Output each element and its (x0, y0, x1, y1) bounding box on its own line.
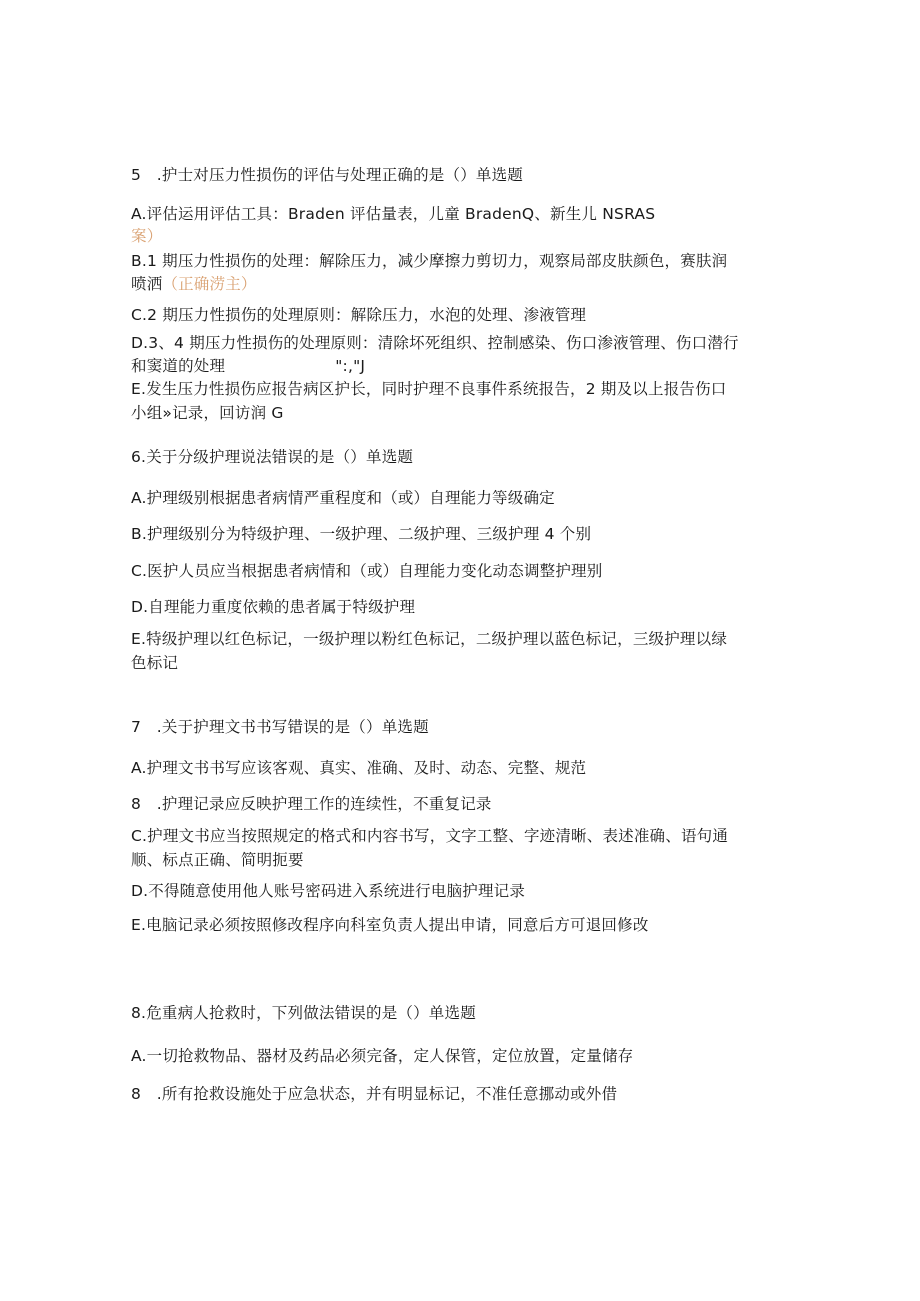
question-6-option-b: B.护理级别分为特级护理、一级护理、二级护理、三级护理 4 个别 (131, 525, 592, 543)
question-5-option-b-text: 喷洒 (131, 275, 163, 293)
question-5-option-b: B.1 期压力性损伤的处理：解除压力，减少摩擦力剪切力，观察局部皮肤颜色，赛肤润 (131, 252, 728, 270)
question-7-option-a: A.护理文书书写应该客观、真实、准确、及时、动态、完整、规范 (131, 759, 587, 777)
question-5-option-e-cont: 小组»记录，回访润 G (131, 404, 284, 422)
question-7-title: 7 .关于护理文书书写错误的是（）单选题 (131, 718, 429, 736)
question-6-option-c: C.医护人员应当根据患者病情和（或）自理能力变化动态调整护理别 (131, 562, 603, 580)
question-5-option-d: D.3、4 期压力性损伤的处理原则：清除坏死组织、控制感染、伤口渗液管理、伤口潜行 (131, 334, 739, 352)
question-8-title: 8.危重病人抢救时，下列做法错误的是（）单选题 (131, 1004, 476, 1022)
question-6-option-a: A.护理级别根据患者病情严重程度和（或）自理能力等级确定 (131, 489, 555, 507)
question-5-option-d-cont (131, 356, 365, 376)
question-6-option-d: D.自理能力重度依赖的患者属于特级护理 (131, 598, 416, 616)
question-6-option-e-cont: 色标记 (131, 654, 179, 672)
answer-annotation: （正确涝主） (162, 275, 257, 293)
question-6-option-e: E.特级护理以红色标记，一级护理以粉红色标记，二级护理以蓝色标记，三级护理以绿 (131, 630, 728, 648)
question-5-option-b-cont (131, 274, 257, 294)
question-7-option-c-cont: 顺、标点正确、简明扼要 (131, 851, 304, 869)
question-5-option-a-cont: 案） (131, 227, 163, 245)
question-5-option-d-text: 和窦道的处理 (131, 357, 226, 375)
question-8-option-a: A.一切抢救物品、器材及药品必须完备，定人保管，定位放置，定量储存 (131, 1047, 634, 1065)
question-5-option-c: C.2 期压力性损伤的处理原则：解除压力，水泡的处理、渗液管理 (131, 306, 587, 324)
question-5-option-a: A.评估运用评估工具：Braden 评估量表，儿童 BradenQ、新生儿 NSRAS (131, 205, 656, 223)
question-7-option-c: C.护理文书应当按照规定的格式和内容书写，文字工整、字迹清晰、表述准确、语句通 (131, 827, 729, 845)
question-7-option-b: 8 .护理记录应反映护理工作的连续性，不重复记录 (131, 795, 492, 813)
question-6-title: 6.关于分级护理说法错误的是（）单选题 (131, 448, 414, 466)
question-7-option-d: D.不得随意使用他人账号密码进入系统进行电脑护理记录 (131, 882, 526, 900)
question-5-title: 5 .护士对压力性损伤的评估与处理正确的是（）单选题 (131, 166, 523, 184)
question-8-option-b: 8 .所有抢救设施处于应急状态，并有明显标记，不准任意挪动或外借 (131, 1085, 618, 1103)
question-5-option-e: E.发生压力性损伤应报告病区护长，同时护理不良事件系统报告，2 期及以上报告伤口 (131, 380, 727, 398)
question-7-option-e: E.电脑记录必须按照修改程序向科室负责人提出申请，同意后方可退回修改 (131, 916, 649, 934)
question-5-option-d-note: ":,"J (335, 357, 366, 375)
